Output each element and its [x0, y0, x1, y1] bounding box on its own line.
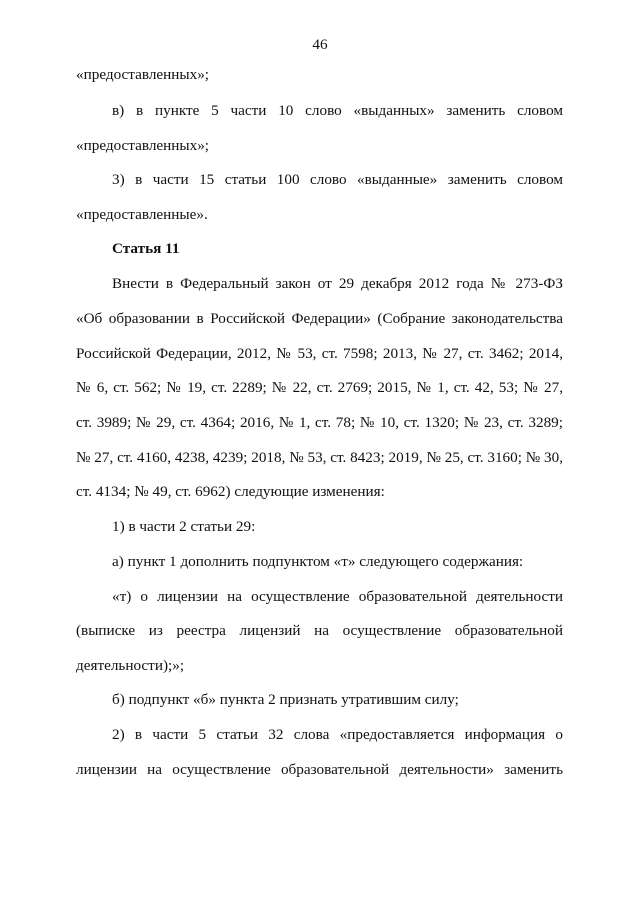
text-line: Российской Федерации, 2012, № 53, ст. 7598; 2013, № 27, ст. 3462; 2014, — [76, 345, 563, 362]
text-line: Внести в Федеральный закон от 29 декабря 2012 года № 273-ФЗ — [112, 275, 563, 292]
page-number: 46 — [312, 36, 328, 53]
text-line: лицензии на осуществление образовательной деятельности» заменить — [76, 761, 563, 778]
text-line: в) в пункте 5 части 10 слово «выданных» заменить словом — [112, 102, 563, 119]
text-line: 3) в части 15 статьи 100 слово «выданные» заменить словом — [112, 171, 563, 188]
text-line: а) пункт 1 дополнить подпунктом «т» следующего содержания: — [112, 553, 524, 570]
text-line: ст. 4134; № 49, ст. 6962) следующие изменения: — [76, 483, 385, 500]
text-line: № 27, ст. 4160, 4238, 4239; 2018, № 53, ст. 8423; 2019, № 25, ст. 3160; № 30, — [76, 449, 564, 466]
text-line: «т) о лицензии на осуществление образовательной деятельности — [112, 588, 563, 605]
text-line: «предоставленных»; — [76, 137, 210, 154]
text-line: ст. 3989; № 29, ст. 4364; 2016, № 1, ст. 78; № 10, ст. 1320; № 23, ст. 3289; — [76, 414, 563, 431]
text-line: 2) в части 5 статьи 32 слова «предоставляется информация о — [112, 726, 563, 743]
text-line: 1) в части 2 статьи 29: — [112, 518, 256, 535]
text-line: (выписке из реестра лицензий на осуществление образовательной — [76, 622, 563, 639]
text-line: б) подпункт «б» пункта 2 признать утратившим силу; — [112, 691, 459, 708]
text-line: деятельности);»; — [76, 657, 185, 674]
text-line: «предоставленных»; — [76, 66, 210, 83]
text-line: № 6, ст. 562; № 19, ст. 2289; № 22, ст. 2769; 2015, № 1, ст. 42, 53; № 27, — [76, 379, 563, 396]
text-line: «предоставленные». — [76, 206, 208, 223]
article-heading: Статья 11 — [112, 240, 180, 257]
text-line: «Об образовании в Российской Федерации» (Собрание законодательства — [76, 310, 563, 327]
